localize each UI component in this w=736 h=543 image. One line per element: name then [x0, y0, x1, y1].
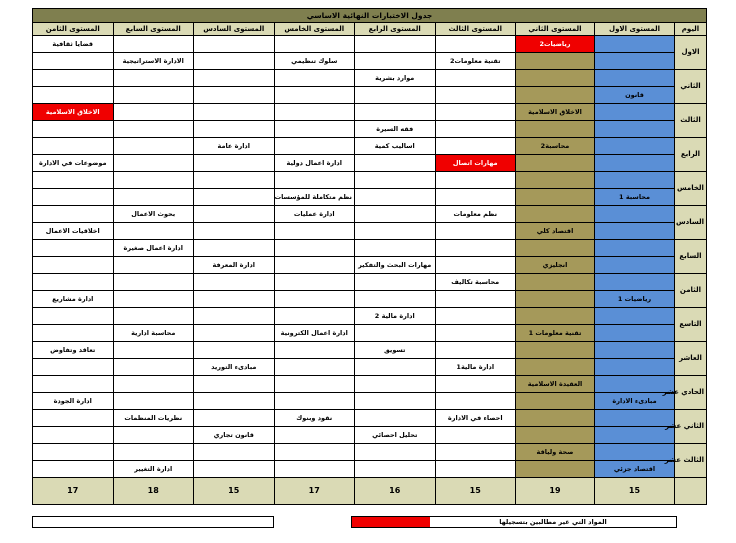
schedule-cell: [595, 325, 675, 342]
day-label: الحادي عشر: [675, 376, 707, 410]
schedule-cell: [355, 240, 436, 257]
schedule-cell: [355, 189, 436, 206]
total-level-1: 15: [595, 478, 675, 505]
schedule-cell: [595, 410, 675, 427]
schedule-cell: ادارة اعمال الكترونية: [274, 325, 355, 342]
schedule-cell: [435, 87, 516, 104]
schedule-cell: انجليزي: [516, 257, 595, 274]
schedule-cell: [194, 36, 275, 53]
schedule-cell: [33, 138, 114, 155]
schedule-cell: [274, 308, 355, 325]
schedule-cell: [194, 121, 275, 138]
schedule-cell: [355, 461, 436, 478]
schedule-cell: [595, 172, 675, 189]
schedule-cell: [595, 223, 675, 240]
schedule-cell: [595, 240, 675, 257]
day-label: السابع: [675, 240, 707, 274]
legend-red-swatch: [352, 517, 430, 527]
schedule-cell: [355, 274, 436, 291]
schedule-cell: تقنية معلومات 1: [516, 325, 595, 342]
schedule-cell: [595, 206, 675, 223]
table-row: [33, 87, 707, 104]
table-row: [33, 223, 707, 240]
schedule-cell: [516, 393, 595, 410]
schedule-cell: [274, 257, 355, 274]
schedule-cell: [516, 87, 595, 104]
total-level-6: 15: [194, 478, 275, 505]
schedule-cell: [113, 308, 194, 325]
table-row: [33, 325, 707, 342]
schedule-cell: [113, 359, 194, 376]
schedule-cell: [113, 223, 194, 240]
schedule-cell: رياضيات2: [516, 36, 595, 53]
schedule-cell: [194, 308, 275, 325]
schedule-cell: [194, 342, 275, 359]
schedule-cell: [33, 87, 114, 104]
schedule-cell: [435, 376, 516, 393]
schedule-cell: [435, 172, 516, 189]
schedule-cell: [274, 223, 355, 240]
schedule-cell: [435, 240, 516, 257]
schedule-cell: العقيدة الاسلامية: [516, 376, 595, 393]
schedule-cell: [33, 376, 114, 393]
table-row: [33, 172, 707, 189]
total-level-7: 18: [113, 478, 194, 505]
schedule-cell: [274, 70, 355, 87]
schedule-cell: ادارة التغيير: [113, 461, 194, 478]
schedule-cell: [516, 240, 595, 257]
schedule-cell: [113, 342, 194, 359]
table-row: [33, 206, 707, 223]
schedule-cell: [274, 138, 355, 155]
schedule-cell: نظريات المنظمات: [113, 410, 194, 427]
schedule-cell: [516, 121, 595, 138]
schedule-cell: [355, 104, 436, 121]
day-label: الثاني: [675, 70, 707, 104]
day-label: التاسع: [675, 308, 707, 342]
schedule-cell: [113, 104, 194, 121]
schedule-cell: [194, 70, 275, 87]
schedule-cell: مبادىء الادارة: [595, 393, 675, 410]
schedule-cell: ادارة مشاريع: [33, 291, 114, 308]
schedule-cell: ادارة المعرفة: [194, 257, 275, 274]
table-row: [33, 36, 707, 53]
total-level-4: 16: [355, 478, 436, 505]
schedule-cell: [516, 427, 595, 444]
schedule-cell: [516, 206, 595, 223]
schedule-cell: [113, 87, 194, 104]
schedule-cell: [355, 36, 436, 53]
schedule-cell: [355, 444, 436, 461]
schedule-cell: اقتصاد كلي: [516, 223, 595, 240]
header-day: اليوم: [675, 23, 707, 36]
schedule-cell: [435, 444, 516, 461]
exam-schedule-table: [32, 8, 707, 505]
table-row: [33, 376, 707, 393]
schedule-cell: [113, 393, 194, 410]
schedule-cell: [33, 70, 114, 87]
schedule-cell: [516, 274, 595, 291]
schedule-cell: [194, 376, 275, 393]
schedule-cell: [595, 121, 675, 138]
schedule-cell: [194, 274, 275, 291]
schedule-cell: محاسبة 1: [595, 189, 675, 206]
schedule-cell: [113, 36, 194, 53]
schedule-cell: [113, 257, 194, 274]
schedule-cell: الاخلاق الاسلامية: [33, 104, 114, 121]
schedule-cell: [435, 342, 516, 359]
schedule-cell: [33, 172, 114, 189]
schedule-cell: [516, 461, 595, 478]
schedule-cell: [194, 223, 275, 240]
schedule-cell: اخلاقيات الاعمال: [33, 223, 114, 240]
table-title: جدول الاختبارات النهائية الاساسي: [33, 9, 707, 23]
schedule-cell: [194, 291, 275, 308]
schedule-cell: [516, 308, 595, 325]
table-row: [33, 427, 707, 444]
schedule-cell: [355, 291, 436, 308]
schedule-cell: [113, 291, 194, 308]
legend-empty-box: [32, 516, 274, 528]
schedule-cell: [33, 427, 114, 444]
schedule-cell: [516, 359, 595, 376]
table-title-row: [33, 9, 707, 23]
schedule-cell: تحليل احصائي: [355, 427, 436, 444]
total-level-2: 19: [516, 478, 595, 505]
schedule-cell: [595, 138, 675, 155]
schedule-cell: موضوعات في الادارة: [33, 155, 114, 172]
header-level-1: المستوى الاول: [595, 23, 675, 36]
schedule-cell: [33, 325, 114, 342]
schedule-cell: [595, 36, 675, 53]
day-label: الخامس: [675, 172, 707, 206]
schedule-cell: [435, 121, 516, 138]
schedule-cell: [435, 70, 516, 87]
schedule-cell: [595, 308, 675, 325]
schedule-cell: [435, 427, 516, 444]
schedule-cell: [516, 342, 595, 359]
schedule-cell: ادارة عمليات: [274, 206, 355, 223]
header-level-8: المستوى الثامن: [33, 23, 114, 36]
schedule-cell: [33, 274, 114, 291]
schedule-cell: [595, 155, 675, 172]
schedule-cell: [355, 206, 436, 223]
schedule-cell: [194, 325, 275, 342]
schedule-cell: موارد بشرية: [355, 70, 436, 87]
schedule-cell: [595, 104, 675, 121]
header-row: [33, 23, 707, 36]
schedule-cell: تقنية معلومات2: [435, 53, 516, 70]
schedule-cell: [435, 308, 516, 325]
schedule-cell: [435, 325, 516, 342]
schedule-cell: الادارة الاستراتيجية: [113, 53, 194, 70]
schedule-cell: [194, 87, 275, 104]
schedule-cell: نقود وبنوك: [274, 410, 355, 427]
total-level-8: 17: [33, 478, 114, 505]
schedule-cell: صحة ولياقة: [516, 444, 595, 461]
header-level-6: المستوى السادس: [194, 23, 275, 36]
table-row: [33, 155, 707, 172]
schedule-cell: [435, 291, 516, 308]
schedule-cell: فقه السيرة: [355, 121, 436, 138]
schedule-cell: قضايا ثقافية: [33, 36, 114, 53]
schedule-cell: [33, 410, 114, 427]
schedule-cell: الاخلاق الاسلامية: [516, 104, 595, 121]
schedule-cell: ادارة مالية 2: [355, 308, 436, 325]
schedule-cell: [33, 189, 114, 206]
schedule-cell: [355, 53, 436, 70]
totals-row: [33, 478, 707, 505]
schedule-cell: [194, 155, 275, 172]
schedule-cell: [355, 87, 436, 104]
schedule-cell: [194, 461, 275, 478]
schedule-cell: [33, 240, 114, 257]
legend: [351, 516, 677, 528]
table-row: [33, 461, 707, 478]
table-row: [33, 257, 707, 274]
table-row: [33, 291, 707, 308]
schedule-cell: بحوث الاعمال: [113, 206, 194, 223]
schedule-cell: [355, 155, 436, 172]
schedule-cell: [194, 240, 275, 257]
day-label: الثالث: [675, 104, 707, 138]
schedule-cell: [516, 155, 595, 172]
schedule-cell: [595, 427, 675, 444]
schedule-cell: [113, 376, 194, 393]
schedule-cell: ادارة الجودة: [33, 393, 114, 410]
schedule-cell: [274, 291, 355, 308]
schedule-cell: [516, 70, 595, 87]
schedule-cell: [113, 189, 194, 206]
schedule-cell: [113, 172, 194, 189]
schedule-cell: [516, 53, 595, 70]
schedule-cell: تسويق: [355, 342, 436, 359]
schedule-cell: [274, 104, 355, 121]
day-label: الرابع: [675, 138, 707, 172]
schedule-cell: ادارة عامة: [194, 138, 275, 155]
table-row: [33, 308, 707, 325]
schedule-cell: قانون: [595, 87, 675, 104]
schedule-cell: مهارات اتصال: [435, 155, 516, 172]
schedule-cell: [194, 393, 275, 410]
schedule-cell: محاسبة2: [516, 138, 595, 155]
schedule-cell: [33, 53, 114, 70]
schedule-cell: [113, 70, 194, 87]
schedule-cell: [194, 444, 275, 461]
schedule-cell: [194, 172, 275, 189]
table-row: [33, 53, 707, 70]
legend-label: المواد التي غير مطالبين بتسجيلها: [499, 518, 607, 526]
schedule-cell: [274, 393, 355, 410]
schedule-cell: [274, 240, 355, 257]
schedule-cell: [194, 206, 275, 223]
schedule-cell: [194, 53, 275, 70]
table-row: [33, 410, 707, 427]
schedule-cell: [435, 36, 516, 53]
schedule-cell: [274, 87, 355, 104]
schedule-cell: سلوك تنظيمي: [274, 53, 355, 70]
schedule-cell: نظم معلومات: [435, 206, 516, 223]
total-level-3: 15: [435, 478, 516, 505]
schedule-cell: [274, 359, 355, 376]
schedule-cell: [355, 325, 436, 342]
table-row: [33, 359, 707, 376]
schedule-cell: مهارات البحث والتفكير: [355, 257, 436, 274]
schedule-cell: [113, 274, 194, 291]
schedule-cell: [33, 359, 114, 376]
schedule-cell: [435, 138, 516, 155]
table-row: [33, 444, 707, 461]
schedule-cell: ادارة اعمال صغيرة: [113, 240, 194, 257]
header-level-2: المستوى الثاني: [516, 23, 595, 36]
schedule-cell: [113, 121, 194, 138]
schedule-cell: [33, 461, 114, 478]
schedule-cell: محاسبة ادارية: [113, 325, 194, 342]
table-row: [33, 393, 707, 410]
schedule-cell: [194, 189, 275, 206]
schedule-cell: [516, 172, 595, 189]
header-level-7: المستوى السابع: [113, 23, 194, 36]
schedule-cell: [435, 461, 516, 478]
schedule-cell: [274, 427, 355, 444]
schedule-cell: [516, 410, 595, 427]
schedule-cell: [435, 189, 516, 206]
schedule-cell: [113, 427, 194, 444]
schedule-cell: [355, 172, 436, 189]
schedule-cell: [194, 410, 275, 427]
schedule-cell: [435, 393, 516, 410]
schedule-cell: اقتصاد جزئي: [595, 461, 675, 478]
schedule-cell: [595, 444, 675, 461]
schedule-cell: قانون تجاري: [194, 427, 275, 444]
schedule-cell: [33, 257, 114, 274]
schedule-cell: [516, 189, 595, 206]
schedule-cell: [194, 104, 275, 121]
header-level-5: المستوى الخامس: [274, 23, 355, 36]
schedule-cell: [355, 410, 436, 427]
schedule-cell: [113, 138, 194, 155]
schedule-cell: [33, 444, 114, 461]
schedule-cell: [595, 53, 675, 70]
schedule-cell: [33, 308, 114, 325]
header-level-3: المستوى الثالث: [435, 23, 516, 36]
schedule-cell: احصاء في الادارة: [435, 410, 516, 427]
schedule-cell: رياضيات 1: [595, 291, 675, 308]
schedule-cell: نظم متكاملة للمؤسسات: [274, 189, 355, 206]
schedule-cell: [595, 359, 675, 376]
table-row: [33, 342, 707, 359]
day-label: الثاني عشر: [675, 410, 707, 444]
table-row: [33, 104, 707, 121]
table-row: [33, 138, 707, 155]
schedule-cell: [274, 376, 355, 393]
schedule-cell: [113, 444, 194, 461]
schedule-cell: [355, 393, 436, 410]
table-row: [33, 274, 707, 291]
schedule-cell: [274, 121, 355, 138]
table-row: [33, 121, 707, 138]
schedule-cell: [435, 223, 516, 240]
day-label: السادس: [675, 206, 707, 240]
schedule-cell: [274, 274, 355, 291]
schedule-cell: تعاقد وتفاوض: [33, 342, 114, 359]
schedule-cell: محاسبة تكاليف: [435, 274, 516, 291]
schedule-cell: [355, 376, 436, 393]
schedule-cell: [33, 206, 114, 223]
schedule-cell: اساليب كمية: [355, 138, 436, 155]
schedule-container: [32, 8, 707, 505]
table-row: [33, 189, 707, 206]
schedule-cell: ادارة اعمال دولية: [274, 155, 355, 172]
schedule-cell: [595, 342, 675, 359]
table-row: [33, 70, 707, 87]
schedule-cell: [274, 461, 355, 478]
day-label: الثامن: [675, 274, 707, 308]
total-level-5: 17: [274, 478, 355, 505]
schedule-cell: [355, 223, 436, 240]
schedule-cell: [595, 70, 675, 87]
schedule-cell: [274, 444, 355, 461]
schedule-cell: [435, 104, 516, 121]
schedule-cell: [595, 257, 675, 274]
schedule-cell: [274, 36, 355, 53]
day-label: الثالث عشر: [675, 444, 707, 478]
day-label: العاشر: [675, 342, 707, 376]
schedule-cell: [355, 359, 436, 376]
schedule-cell: [595, 274, 675, 291]
schedule-cell: [274, 172, 355, 189]
schedule-cell: [113, 155, 194, 172]
table-row: [33, 240, 707, 257]
totals-day-cell: [675, 478, 707, 505]
schedule-cell: [33, 121, 114, 138]
schedule-cell: [435, 257, 516, 274]
day-label: الاول: [675, 36, 707, 70]
schedule-cell: [516, 291, 595, 308]
schedule-cell: مبادىء التوريد: [194, 359, 275, 376]
header-level-4: المستوى الرابع: [355, 23, 436, 36]
schedule-cell: [274, 342, 355, 359]
schedule-cell: ادارة مالية1: [435, 359, 516, 376]
